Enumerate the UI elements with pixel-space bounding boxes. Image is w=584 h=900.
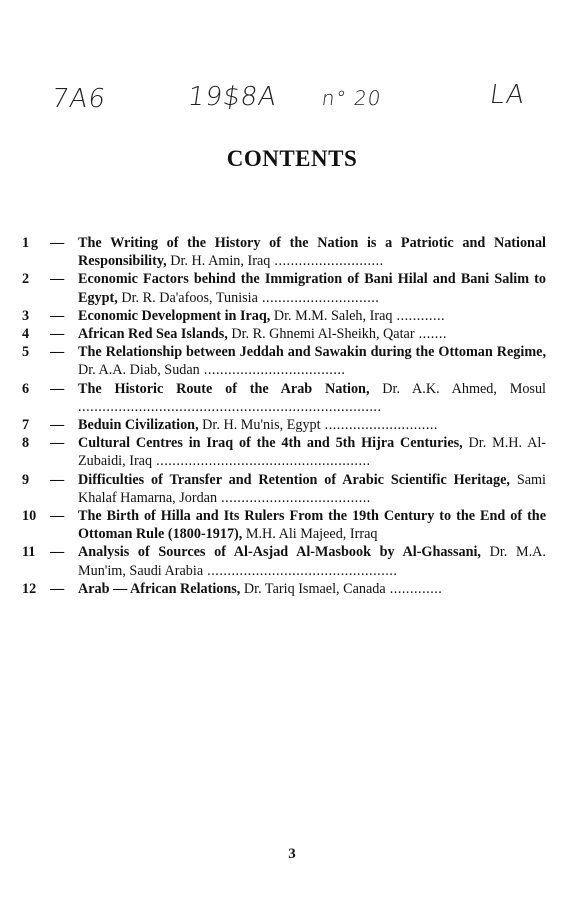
- entry-dash: —: [50, 508, 65, 525]
- entry-dash: —: [50, 271, 65, 288]
- entry-author: Dr. A.K. Ahmed, Mosul: [369, 380, 546, 397]
- entry-leader-dots: ...........................................................................: [78, 398, 382, 415]
- entry-number: 3: [22, 307, 30, 324]
- entry-author: Dr. H. Mu'nis, Egypt: [198, 417, 321, 434]
- toc-entry-9: [22, 471, 546, 507]
- entry-text: [78, 507, 546, 543]
- entry-title: Economic Factors behind the Immigration of Bani Hilal and Bani Salim to Egypt,: [78, 271, 546, 306]
- handwritten-annotations: [0, 78, 584, 118]
- entry-author: Dr. R. Ghnemi Al-Sheikh, Qatar: [227, 326, 415, 343]
- entry-leader-dots: .....................................................: [152, 453, 371, 470]
- entry-author: Dr. A.A. Diab, Sudan: [78, 362, 200, 379]
- entry-leader-dots: ...................................: [199, 362, 346, 379]
- toc-entry-8: [22, 434, 546, 470]
- entry-title: Beduin Civilization,: [78, 417, 199, 434]
- entry-number: 7: [22, 417, 30, 434]
- entry-number: 1: [22, 235, 30, 251]
- entry-title: Arab — African Relations,: [78, 580, 241, 597]
- handwritten-note-2: 19$8A: [185, 82, 280, 112]
- entry-number: 6: [22, 380, 30, 397]
- handwritten-note-3: n° 20: [320, 86, 384, 110]
- entry-title: The Relationship between Jeddah and Sawakin during the Ottoman Regime,: [78, 344, 546, 361]
- entry-author: Dr. M.H. Al-Zubaidi, Iraq: [78, 435, 546, 470]
- entry-title: African Red Sea Islands,: [78, 326, 228, 343]
- entry-leader-dots: .....................................: [217, 489, 371, 506]
- entry-text: [78, 416, 546, 434]
- entry-title: The Birth of Hilla and Its Rulers From the 19th Century to the End of the Ottoman Rule (1800-1917),: [78, 508, 546, 543]
- entry-leader-dots: ............................: [320, 417, 438, 434]
- entry-dash: —: [50, 326, 65, 343]
- entry-dash: —: [50, 435, 65, 452]
- entry-number: 4: [22, 326, 30, 343]
- entry-number: 11: [22, 544, 36, 561]
- handwritten-note-1: 7A6: [49, 84, 108, 114]
- page-number: 3: [288, 846, 296, 862]
- entry-leader-dots: ...............................................: [203, 562, 398, 579]
- entry-text: [78, 434, 546, 470]
- entry-dash: —: [50, 417, 65, 434]
- entry-author: Dr. R. Da'afoos, Tunisia: [117, 289, 258, 306]
- toc-entry-2: [22, 270, 546, 306]
- entry-leader-dots: .............: [385, 580, 443, 597]
- toc-entry-10: [22, 507, 546, 543]
- entry-leader-dots: ...........................: [270, 253, 384, 270]
- entry-text: [78, 270, 546, 306]
- entry-number: 2: [22, 271, 30, 288]
- entry-dash: —: [50, 380, 65, 397]
- toc-entry-11: [22, 543, 546, 579]
- entry-title: Analysis of Sources of Al-Asjad Al-Masbook by Al-Ghassani,: [78, 544, 481, 561]
- entry-title: The Writing of the History of the Nation is a Patriotic and National Responsibility,: [78, 235, 546, 270]
- entry-text: [78, 543, 546, 579]
- entry-text: [78, 471, 546, 507]
- entry-dash: —: [50, 235, 65, 251]
- entry-text: [78, 343, 546, 379]
- entry-title: The Historic Route of the Arab Nation,: [78, 380, 370, 397]
- toc-entry-4: [22, 325, 546, 343]
- entry-text: [78, 325, 546, 343]
- entry-leader-dots: ............: [392, 307, 446, 324]
- toc-entry-7: [22, 416, 546, 434]
- entry-title: Difficulties of Transfer and Retention of Arabic Scientific Heritage,: [78, 471, 510, 488]
- entry-author: Dr. M.A. Mun'im, Saudi Arabia: [78, 544, 546, 579]
- entry-dash: —: [50, 344, 65, 361]
- entry-leader-dots: .............................: [257, 289, 380, 306]
- entry-dash: —: [50, 307, 65, 324]
- entry-text: [78, 307, 546, 325]
- entry-leader-dots: .......: [414, 326, 447, 343]
- entry-author: Dr. M.M. Saleh, Iraq: [270, 307, 393, 324]
- table-of-contents: [22, 234, 546, 598]
- entry-number: 12: [22, 580, 37, 597]
- toc-entry-1: [22, 234, 546, 270]
- entry-author: M.H. Ali Majeed, Irraq: [242, 526, 378, 543]
- entry-number: 8: [22, 435, 30, 452]
- entry-author: Dr. Tariq Ismael, Canada: [240, 580, 386, 597]
- entry-text: [78, 234, 546, 270]
- entry-title: Cultural Centres in Iraq of the 4th and 5th Hijra Centuries,: [78, 435, 463, 452]
- handwritten-note-4: LA: [487, 80, 527, 110]
- page-title: CONTENTS: [226, 146, 358, 171]
- toc-entry-12: [22, 580, 546, 598]
- entry-text: [78, 580, 546, 598]
- entry-number: 9: [22, 471, 30, 488]
- entry-author: Dr. H. Amin, Iraq: [166, 253, 271, 270]
- entry-author: Sami Khalaf Hamarna, Jordan: [78, 471, 546, 506]
- entry-dash: —: [50, 544, 65, 561]
- entry-title: Economic Development in Iraq,: [78, 307, 271, 324]
- toc-entry-6: [22, 380, 546, 416]
- toc-entry-5: [22, 343, 546, 379]
- entry-text: [78, 380, 546, 416]
- entry-dash: —: [50, 580, 65, 597]
- toc-entry-3: [22, 307, 546, 325]
- entry-number: 10: [22, 508, 37, 525]
- entry-dash: —: [50, 471, 65, 488]
- entry-number: 5: [22, 344, 30, 361]
